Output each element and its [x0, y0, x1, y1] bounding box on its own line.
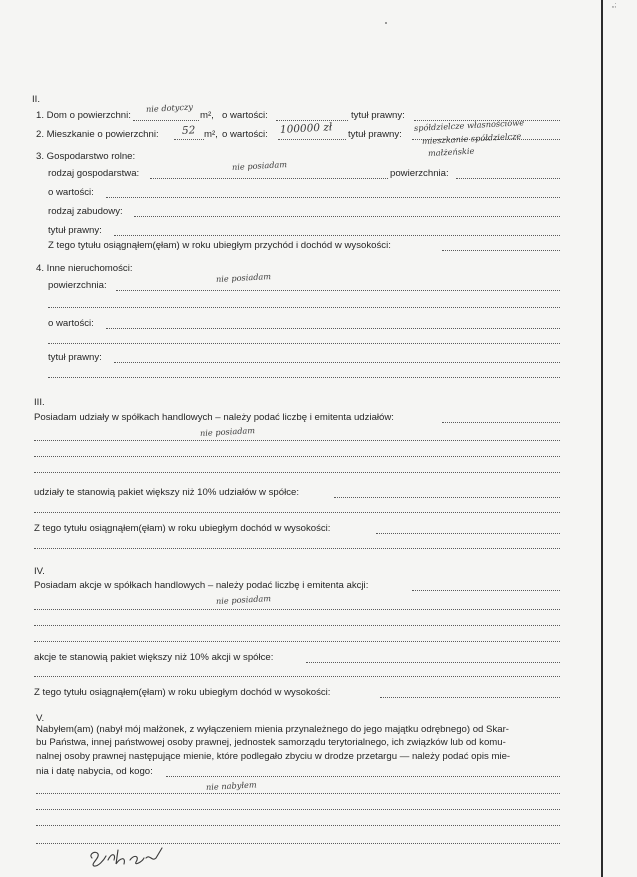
farm-buildings-line	[134, 216, 560, 217]
section-4-number: IV.	[34, 566, 45, 577]
farm-type-handwriting: nie posiadam	[231, 159, 288, 172]
shares-stake-line-2	[34, 512, 560, 513]
flat-title-handwriting-3: małżeńskie	[427, 145, 475, 158]
farm-area-label: powierzchnia:	[390, 168, 449, 179]
shares-stake-label: udziały te stanowią pakiet większy niż 10% udziałów w spółce:	[34, 487, 300, 498]
house-value-line	[276, 120, 348, 121]
acquisition-handwriting: nie nabyłem	[205, 779, 257, 792]
farm-type-label: rodzaj gospodarstwa:	[48, 168, 140, 179]
house-label: 1. Dom o powierzchni:	[36, 110, 131, 121]
house-area-handwriting: nie dotyczy	[145, 101, 194, 114]
farm-value-line	[106, 197, 560, 198]
stocks-stake-line-2	[34, 676, 560, 677]
top-right-code: „;	[612, 2, 617, 9]
shares-income-line-2	[34, 548, 560, 549]
other-property-title-label: tytuł prawny:	[48, 352, 102, 363]
flat-title-handwriting-2: mieszkanie spółdzielcze	[421, 130, 522, 146]
flat-area-line	[174, 139, 204, 140]
scan-edge-line	[601, 0, 603, 877]
acquisition-line-4	[36, 825, 560, 826]
acquisition-line-2	[36, 793, 560, 794]
flat-label: 2. Mieszkanie o powierzchni:	[36, 129, 159, 140]
farm-area-line	[456, 178, 560, 179]
stocks-line-3	[34, 625, 560, 626]
farm-value-label: o wartości:	[48, 187, 94, 198]
other-property-value-line-2	[48, 343, 560, 344]
house-value-label: o wartości:	[222, 110, 268, 121]
shares-label: Posiadam udziały w spółkach handlowych – należy podać liczbę i emitenta udziałów:	[34, 412, 394, 423]
flat-value-line	[278, 139, 346, 140]
farm-title-line	[114, 235, 560, 236]
shares-income-line	[376, 533, 560, 534]
shares-stake-line	[334, 497, 560, 498]
stocks-income-label: Z tego tytułu osiągnąłem(ęłam) w roku ubiegłym dochód w wysokości:	[34, 687, 331, 698]
acquisition-line	[166, 776, 560, 777]
farm-type-line	[150, 178, 388, 179]
acquisition-text-line-2: bu Państwa, innej państwowej osoby prawnej, jednostek samorządu terytorialnego, ich związków lub od komu-	[36, 737, 506, 748]
other-property-value-label: o wartości:	[48, 318, 94, 329]
stocks-stake-line	[306, 662, 560, 663]
shares-line-4	[34, 472, 560, 473]
other-property-area-line-2	[48, 307, 560, 308]
farm-title-label: tytuł prawny:	[48, 225, 102, 236]
stocks-stake-label: akcje te stanowią pakiet większy niż 10% akcji w spółce:	[34, 652, 274, 663]
scan-speck	[385, 22, 387, 24]
house-title-label: tytuł prawny:	[351, 110, 405, 121]
stocks-line-2	[34, 609, 560, 610]
section-5-number: V.	[36, 713, 45, 724]
other-property-area-line	[116, 290, 560, 291]
stocks-income-line	[380, 697, 560, 698]
farm-buildings-label: rodzaj zabudowy:	[48, 206, 123, 217]
stocks-line	[412, 590, 560, 591]
acquisition-text-line-1: Nabyłem(am) (nabył mój małżonek, z wyłączeniem mienia przynależnego do jego majątku odrębnego) od Skar-	[36, 724, 509, 735]
flat-title-label: tytuł prawny:	[348, 129, 402, 140]
shares-handwriting: nie posiadam	[199, 425, 256, 438]
other-property-title-line	[114, 362, 560, 363]
acquisition-text-line-3: nalnej osoby prawnej następujące mienie, które podlegało zbyciu w drodze przetargu — należy podać opis mie-	[36, 751, 511, 762]
house-area-line	[133, 120, 199, 121]
farm-income-label: Z tego tytułu osiągnąłem(ęłam) w roku ubiegłym przychód i dochód w wysokości:	[48, 240, 391, 251]
shares-line	[442, 422, 560, 423]
flat-title-handwriting-1: spółdzielcze własnościowe	[413, 117, 525, 133]
acquisition-text-line-4: nia i datę nabycia, od kogo:	[36, 766, 153, 777]
shares-line-3	[34, 456, 560, 457]
section-3-number: III.	[34, 397, 45, 408]
flat-area-handwriting: 52	[181, 124, 196, 137]
other-property-label: 4. Inne nieruchomości:	[36, 263, 133, 274]
other-property-area-label: powierzchnia:	[48, 280, 107, 291]
flat-value-handwriting: 100000 zł	[279, 121, 333, 136]
house-unit: m²,	[200, 110, 214, 121]
shares-income-label: Z tego tytułu osiągnąłem(ęłam) w roku ubiegłym dochód w wysokości:	[34, 523, 331, 534]
signature	[86, 840, 170, 870]
flat-unit: m²,	[204, 129, 218, 140]
other-property-value-line	[106, 328, 560, 329]
farm-label: 3. Gospodarstwo rolne:	[36, 151, 136, 162]
section-2-number: II.	[32, 94, 40, 105]
stocks-line-4	[34, 641, 560, 642]
other-property-title-line-2	[48, 377, 560, 378]
shares-line-2	[34, 440, 560, 441]
acquisition-line-3	[36, 809, 560, 810]
flat-value-label: o wartości:	[222, 129, 268, 140]
stocks-label: Posiadam akcje w spółkach handlowych – należy podać liczbę i emitenta akcji:	[34, 580, 369, 591]
other-property-handwriting: nie posiadam	[215, 271, 272, 284]
farm-income-line	[442, 250, 560, 251]
stocks-handwriting: nie posiadam	[215, 593, 272, 606]
